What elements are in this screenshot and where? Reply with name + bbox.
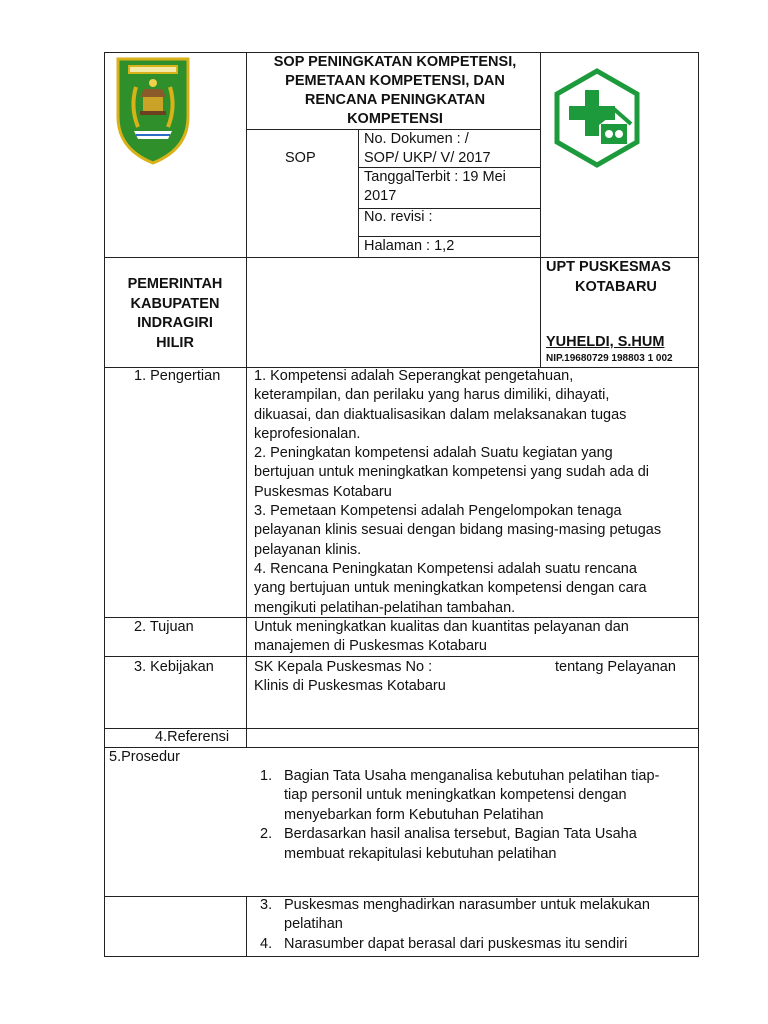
kebijakan-sk: SK Kepala Puskesmas No : [254,659,433,675]
regency-coat-of-arms-icon [116,57,190,165]
signer-nip: NIP.19680729 198803 1 002 [546,353,673,364]
kebijakan-line2: Klinis di Puskesmas Kotabaru [254,678,446,694]
upt-name: UPT PUSKESMAS KOTABARU [546,259,671,295]
prosedur-steps-b [256,896,696,954]
no-dokumen: No. Dokumen : / SOP/ UKP/ V/ 2017 [364,131,491,167]
pemerintah-label: PEMERINTAH KABUPATEN INDRAGIRI HILIR [127,276,223,351]
pengertian-text: 1. Kompetensi adalah Seperangkat pengetahuan, keterampilan, dan perilaku yang harus dimiliki, dihayati, dikuasai, dan diaktualisasikan dalam melaksanakan tugas keprofesionalan. 2. Peningkatan kompetensi adalah Suatu kegiatan yang bertujuan untuk meningkatkan kompetensi yang sudah ada di Puskesmas Kotabaru 3. Pemetaan Kompetensi adalah Pengelompokan tenaga pelayanan klinis sesuai dengan bidang masing-masing petugas pelayanan klinis. 4. Rencana Peningkatan Kompetensi adalah suatu rencana yang bertujuan untuk meningkatkan kompetensi dengan cara mengikuti pelatihan-pelatihan tambahan. [254,368,662,616]
list-item: 3. Puskesmas menghadirkan narasumber untuk melakukan pelatihan [260,897,650,933]
section-label-tujuan: 2. Tujuan [134,619,194,635]
puskesmas-logo-icon [553,68,641,168]
tujuan-text: Untuk meningkatkan kualitas dan kuantitas pelayanan dan manajemen di Puskesmas Kotabaru [254,619,629,655]
list-item: 2. Berdasarkan hasil analisa tersebut, Bagian Tata Usaha membuat rekapitulasi kebutuhan pelatihan [260,826,637,862]
kebijakan-tentang: tentang Pelayanan [555,659,676,675]
sop-label: SOP [285,150,316,166]
no-revisi: No. revisi : [364,209,433,225]
document-title: SOP PENINGKATAN KOMPETENSI, PEMETAAN KOMPETENSI, DAN RENCANA PENINGKATAN KOMPETENSI [273,54,517,127]
section-label-referensi: 4.Referensi [155,729,230,745]
tanggal-terbit: TanggalTerbit : 19 Mei 2017 [364,169,506,205]
signer-name: YUHELDI, S.HUM [546,334,665,350]
list-item: 1. Bagian Tata Usaha menganalisa kebutuhan pelatihan tiap- tiap personil untuk meningkatkan kompetensi dengan menyebarkan form Kebutuhan Pelatihan [260,768,660,823]
section-label-pengertian: 1. Pengertian [134,368,221,384]
section-label-kebijakan: 3. Kebijakan [134,659,214,675]
prosedur-steps-a [256,767,696,864]
section-label-prosedur: 5.Prosedur [109,749,180,765]
list-item: 4. Narasumber dapat berasal dari puskesmas itu sendiri [260,935,628,952]
halaman: Halaman : 1,2 [364,238,455,254]
